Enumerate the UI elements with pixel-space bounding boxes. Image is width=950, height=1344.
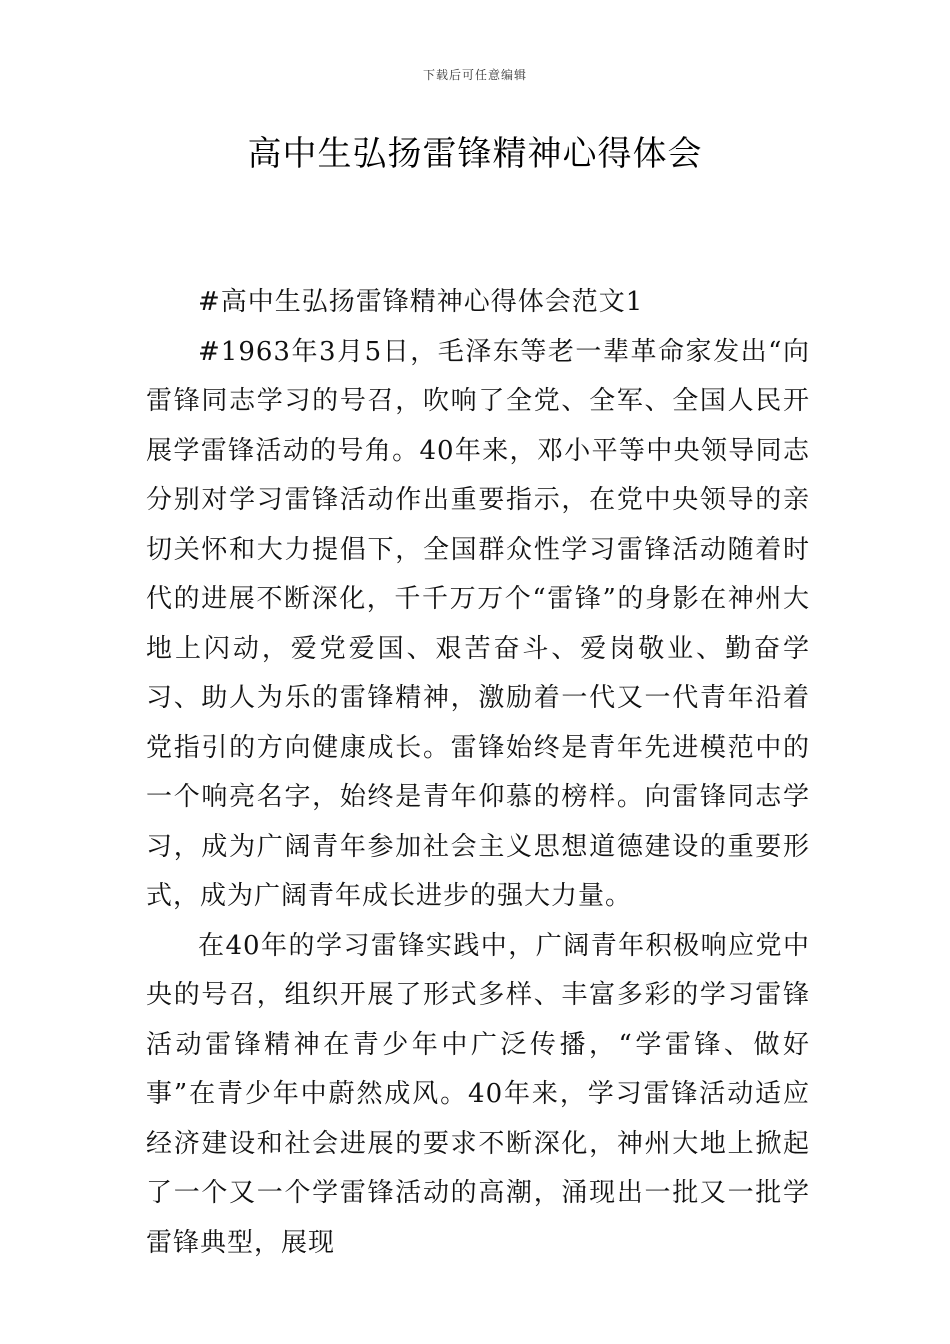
document-title: 高中生弘扬雷锋精神心得体会	[247, 134, 703, 174]
document-body	[146, 278, 810, 1268]
paragraph: #1963年3月5日，毛泽东等老一辈革命家发出“向雷锋同志学习的号召，吹响了全党、全军、全国人民开展学雷锋活动的号角。40年来，邓小平等中央领导同志分别对学习雷锋活动作出重要指示，在党中央领导的亲切关怀和大力提倡下，全国群众性学习雷锋活动随着时代的进展不断深化，千千万万个“雷锋”的身影在神州大地上闪动，爱党爱国、艰苦奋斗、爱岗敬业、勤奋学习、助人为乐的雷锋精神，激励着一代又一代青年沿着党指引的方向健康成长。雷锋始终是青年先进模范中的一个响亮名字，始终是青年仰慕的榜样。向雷锋同志学习，成为广阔青年参加社会主义思想道德建设的重要形式，成为广阔青年成长进步的强大力量。	[146, 336, 810, 911]
paragraph: 在40年的学习雷锋实践中，广阔青年积极响应党中央的号召，组织开展了形式多样、丰富多彩的学习雷锋活动雷锋精神在青少年中广泛传播，“学雷锋、做好事”在青少年中蔚然成风。40年来，学习雷锋活动适应经济建设和社会进展的要求不断深化，神州大地上掀起了一个又一个学雷锋活动的高潮，涌现出一批又一批学雷锋典型，展现	[146, 930, 810, 1258]
header-note: 下载后可任意编辑	[422, 68, 527, 82]
paragraph: #高中生弘扬雷锋精神心得体会范文1	[198, 287, 644, 317]
